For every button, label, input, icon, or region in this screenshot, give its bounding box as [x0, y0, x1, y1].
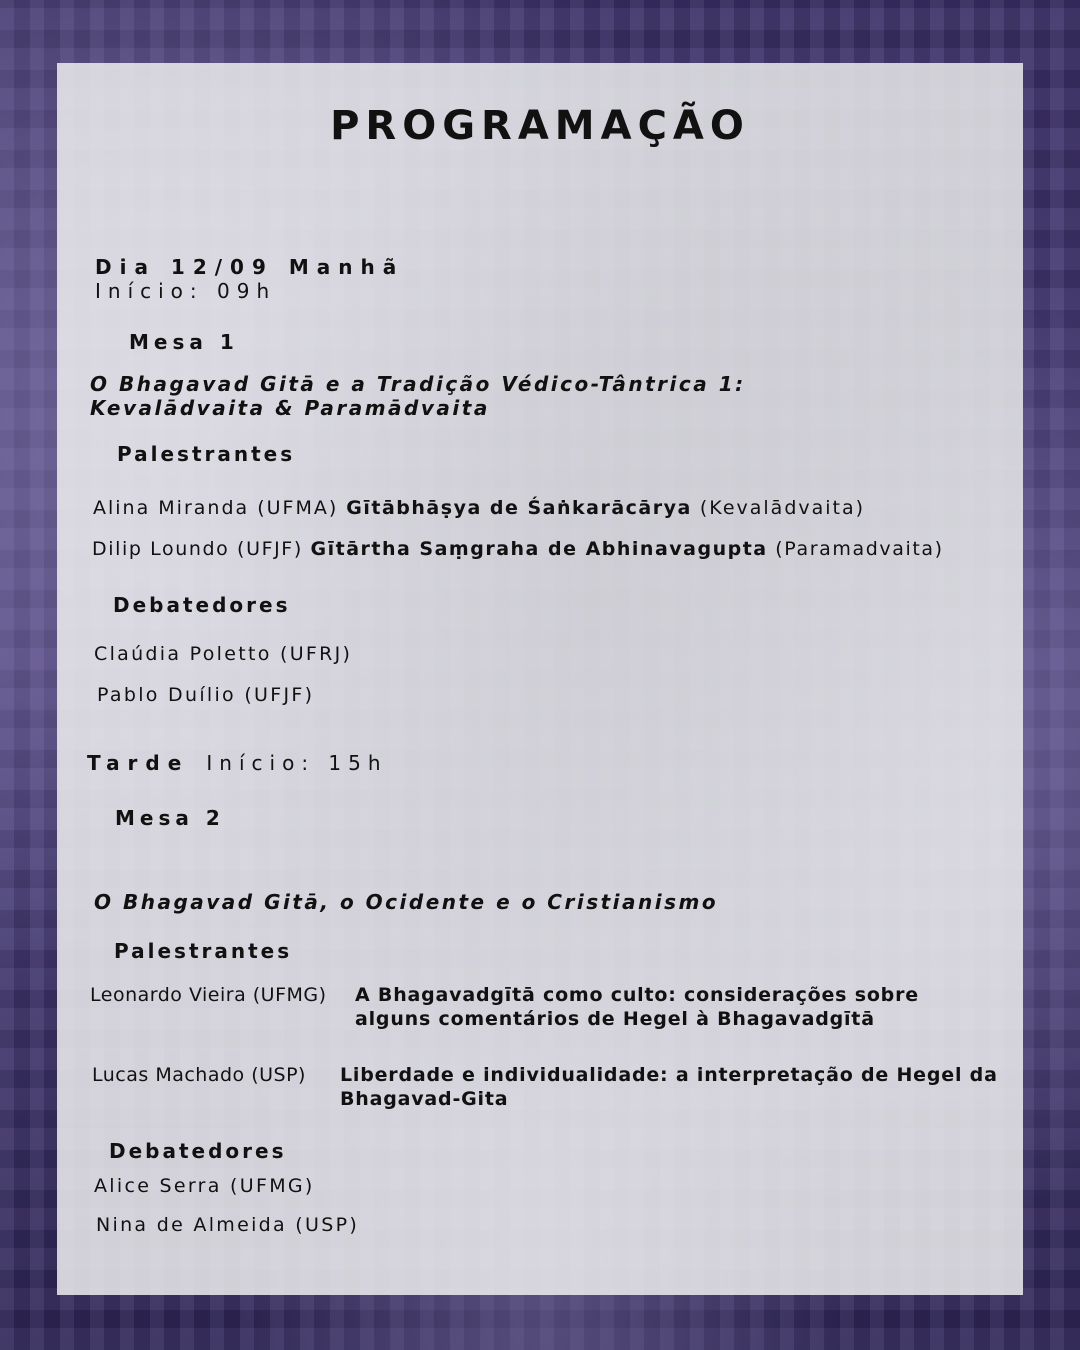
- speaker-name: Alina Miranda (UFMA): [93, 497, 339, 519]
- mesa-1-theme-line1: O Bhagavad Gitā e a Tradição Védico-Tântrica 1:: [90, 372, 746, 396]
- afternoon-start-time: Início: 15h: [206, 751, 388, 775]
- talk-title: Gītābhāṣya de Śaṅkarācārya: [346, 497, 692, 519]
- talk-title: Gītārtha Saṃgraha de Abhinavagupta: [310, 538, 768, 560]
- speaker-row: [93, 497, 865, 519]
- school-label: (Kevalādvaita): [699, 497, 866, 519]
- mesa-2-label: Mesa 2: [115, 806, 225, 830]
- talk-title: A Bhagavadgītā como culto: considerações sobre alguns comentários de Hegel à Bhagavadgītā: [355, 984, 919, 1030]
- school-label: (Paramadvaita): [775, 538, 944, 560]
- speaker-name: Leonardo Vieira (UFMG): [90, 984, 327, 1006]
- speaker-name: Lucas Machado (USP): [92, 1064, 306, 1086]
- mesa-2-theme: O Bhagavad Gitā, o Ocidente e o Cristianismo: [94, 890, 719, 914]
- mesa-2-debaters-heading: Debatedores: [109, 1139, 287, 1163]
- debater-name: Pablo Duílio (UFJF): [97, 684, 315, 706]
- debater-name: Claúdia Poletto (UFRJ): [94, 643, 353, 665]
- mesa-1-speakers-heading: Palestrantes: [117, 442, 296, 466]
- speaker-name: Dilip Loundo (UFJF): [92, 538, 303, 560]
- debater-name: Alice Serra (UFMG): [94, 1175, 315, 1197]
- program-panel: [57, 63, 1023, 1295]
- mesa-1-theme: [90, 372, 746, 420]
- page-title: PROGRAMAÇÃO: [330, 103, 750, 149]
- morning-day-label: Dia 12/09 Manhã: [95, 255, 405, 279]
- talk-title: Liberdade e individualidade: a interpretação de Hegel da Bhagavad-Gita: [340, 1064, 998, 1110]
- afternoon-header: [87, 751, 388, 775]
- mesa-2-speakers-heading: Palestrantes: [114, 939, 293, 963]
- afternoon-period-label: Tarde: [87, 751, 190, 775]
- mesa-1-debaters-heading: Debatedores: [113, 593, 291, 617]
- mesa-1-theme-line2: Kevalādvaita & Paramādvaita: [90, 396, 490, 420]
- mesa-1-label: Mesa 1: [129, 330, 239, 354]
- debater-name: Nina de Almeida (USP): [96, 1214, 360, 1236]
- speaker-row: [92, 538, 944, 560]
- morning-start-time: Início: 09h: [95, 279, 277, 303]
